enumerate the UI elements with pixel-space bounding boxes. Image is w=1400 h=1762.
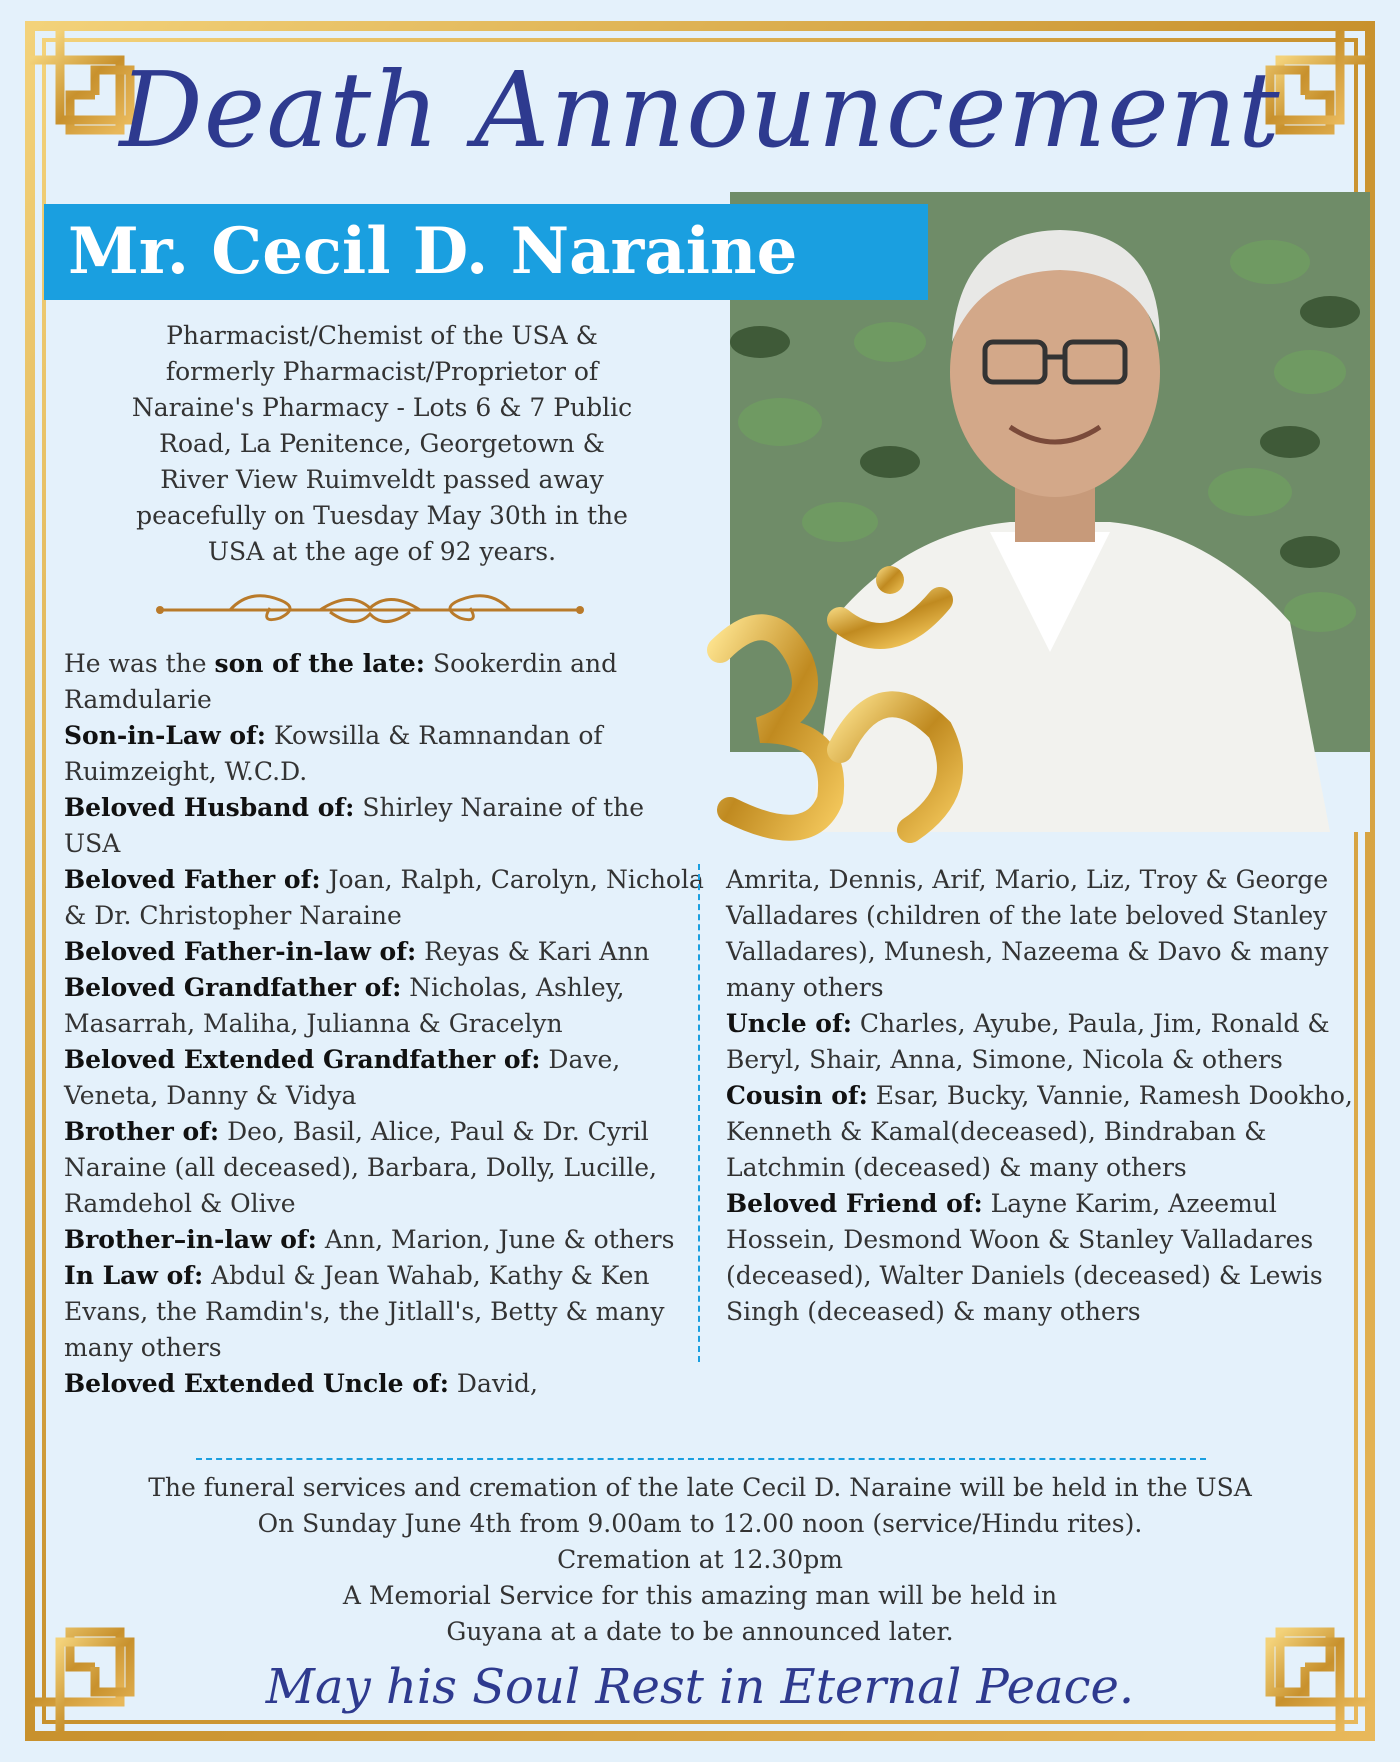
relation-text: Esar, Bucky, Vannie, Ramesh Dookho, Kenneth & Kamal(deceased), Bindraban & Latchmin (deceased) & many others bbox=[726, 1081, 1353, 1182]
relation-text: Shirley Naraine of the USA bbox=[64, 793, 645, 858]
relation-text: Charles, Ayube, Paula, Jim, Ronald & Beryl, Shair, Anna, Simone, Nicola & others bbox=[726, 1009, 1330, 1074]
relation-label: Beloved Extended Uncle of: bbox=[64, 1369, 449, 1398]
relation-entry bbox=[64, 1366, 704, 1402]
deceased-name: Mr. Cecil D. Naraine bbox=[68, 214, 798, 289]
relation-text: Dave, Veneta, Danny & Vidya bbox=[64, 1045, 621, 1110]
section-divider bbox=[196, 1458, 1206, 1460]
relation-label: Brother–in-law of: bbox=[64, 1225, 317, 1254]
relation-label: Beloved Grandfather of: bbox=[64, 973, 402, 1002]
relation-label: Son-in-Law of: bbox=[64, 721, 266, 750]
page-title: Death Announcement bbox=[119, 49, 1281, 171]
funeral-details: The funeral services and cremation of the late Cecil D. Naraine will be held in the USA On Sunday June 4th from 9.00am to 12.00 noon (service/Hindu rites). Cremation at 12.30pm A Memorial Service for this amazing man will be held in Guyana at a date to be announced later. bbox=[148, 1473, 1252, 1646]
relation-entry bbox=[64, 790, 704, 862]
relation-label: son of the late: bbox=[214, 649, 425, 678]
relation-text: He was the bbox=[64, 649, 215, 678]
relation-entry bbox=[726, 1006, 1366, 1078]
relation-label: Beloved Extended Grandfather of: bbox=[64, 1045, 541, 1074]
relation-entry bbox=[64, 646, 704, 718]
relation-label: Beloved Friend of: bbox=[726, 1189, 983, 1218]
relation-entry bbox=[64, 934, 704, 970]
column-divider bbox=[698, 864, 700, 1362]
relation-entry bbox=[726, 1186, 1366, 1330]
relation-text: Sookerdin and Ramdularie bbox=[64, 649, 618, 714]
relation-text: Deo, Basil, Alice, Paul & Dr. Cyril Naraine (all deceased), Barbara, Dolly, Lucille, Ramdehol & Olive bbox=[64, 1117, 657, 1218]
om-symbol bbox=[690, 560, 980, 850]
relation-entry bbox=[64, 970, 704, 1042]
relation-label: In Law of: bbox=[64, 1261, 204, 1290]
intro-paragraph: Pharmacist/Chemist of the USA & formerly Pharmacist/Proprietor of Naraine's Pharmacy - Lots 6 & 7 Public Road, La Penitence, Georgetown & River View Ruimveldt passed away peacefully on Tuesday May 30th in the USA at the age of 92 years. bbox=[131, 321, 633, 566]
relation-label: Beloved Father of: bbox=[64, 865, 321, 894]
relation-entry bbox=[64, 1042, 704, 1114]
relation-text: Joan, Ralph, Carolyn, Nichola & Dr. Christopher Naraine bbox=[64, 865, 704, 930]
closing-message: May his Soul Rest in Eternal Peace. bbox=[265, 1659, 1135, 1715]
relation-entry bbox=[726, 862, 1366, 1006]
relatives-right-column bbox=[726, 862, 1366, 1330]
relation-entry bbox=[726, 1078, 1366, 1186]
relation-entry bbox=[64, 1222, 704, 1258]
relation-text: Amrita, Dennis, Arif, Mario, Liz, Troy & George Valladares (children of the late beloved Stanley Valladares), Munesh, Nazeema & Davo & many many others bbox=[726, 865, 1329, 1002]
relation-text: David, bbox=[448, 1369, 538, 1398]
relation-label: Brother of: bbox=[64, 1117, 220, 1146]
relation-entry bbox=[64, 862, 704, 934]
relation-entry bbox=[64, 718, 704, 790]
relation-text: Layne Karim, Azeemul Hossein, Desmond Woon & Stanley Valladares (deceased), Walter Daniels (deceased) & Lewis Singh (deceased) & many others bbox=[726, 1189, 1323, 1326]
relatives-left-column bbox=[64, 646, 704, 1402]
relation-text: Abdul & Jean Wahab, Kathy & Ken Evans, the Ramdin's, the Jitlall's, Betty & many many others bbox=[64, 1261, 665, 1362]
relation-entry bbox=[64, 1258, 704, 1366]
relation-text: Kowsilla & Ramnandan of Ruimzeight, W.C.D. bbox=[64, 721, 603, 786]
deceased-name-banner bbox=[44, 204, 928, 300]
relation-entry bbox=[64, 1114, 704, 1222]
relation-text: Reyas & Kari Ann bbox=[416, 937, 650, 966]
relation-label: Beloved Husband of: bbox=[64, 793, 355, 822]
relation-label: Cousin of: bbox=[726, 1081, 868, 1110]
relation-label: Uncle of: bbox=[726, 1009, 852, 1038]
relation-text: Ann, Marion, June & others bbox=[316, 1225, 675, 1254]
relation-text: Nicholas, Ashley, Masarrah, Maliha, Julianna & Gracelyn bbox=[64, 973, 625, 1038]
relation-label: Beloved Father-in-law of: bbox=[64, 937, 417, 966]
gold-flourish bbox=[150, 578, 590, 638]
